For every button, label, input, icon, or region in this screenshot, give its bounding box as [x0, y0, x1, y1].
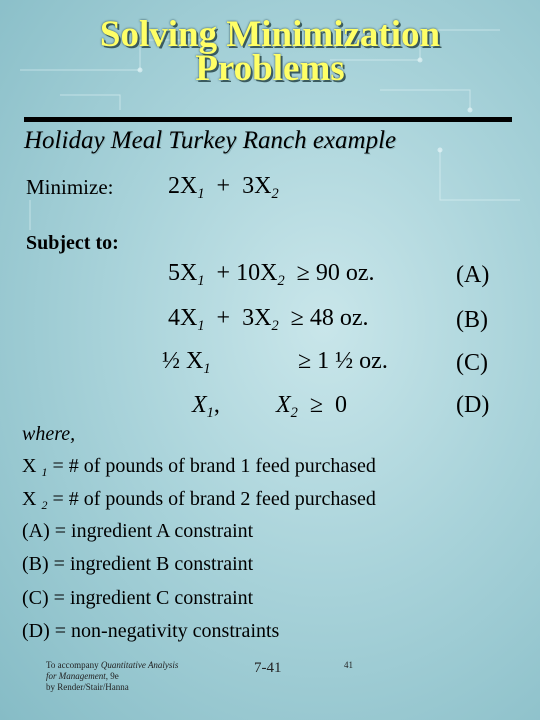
constraint-a-lhs: [168, 260, 374, 290]
where-b-definition: (B) = ingredient B constraint: [22, 553, 254, 575]
constraint-d-value: 0: [335, 392, 348, 418]
where-x1-variable: X: [22, 455, 37, 477]
constraint-d-lhs: [192, 392, 220, 422]
where-x2-sub: 2: [41, 498, 48, 513]
constraint-b-sub-1: 1: [197, 318, 205, 335]
constraint-c-term-1: ½ X: [162, 348, 204, 374]
footer-book-title: Quantitative Analysis: [100, 660, 179, 670]
title-line-1: Solving Minimization: [99, 14, 441, 55]
where-x1-sub: 1: [41, 465, 48, 480]
constraint-b-relation: ≥: [290, 305, 304, 331]
where-label: where,: [22, 423, 76, 445]
constraint-b-rhs: 48 oz.: [309, 305, 369, 331]
constraint-a-sub-2: 2: [277, 273, 285, 290]
title-divider: [24, 117, 512, 122]
subject-to-label: Subject to:: [26, 232, 119, 254]
where-x2-text: = # of pounds of brand 2 feed purchased: [47, 488, 376, 510]
where-d-definition: (D) = non-negativity constraints: [22, 620, 280, 642]
constraint-d-sub-1: 1: [206, 405, 214, 422]
footer-slide-label: 7-41: [254, 660, 282, 676]
footer-book-title-2: for Management: [46, 671, 106, 681]
footer-page-number: 41: [344, 660, 353, 670]
title-line-2: Problems: [195, 48, 345, 89]
constraint-a-tag: (A): [456, 262, 490, 288]
constraint-c-sub-1: 1: [203, 361, 211, 378]
objective-sub-1: 1: [197, 186, 205, 203]
footer-prefix: To accompany: [46, 660, 101, 670]
slide-title: [0, 14, 540, 89]
constraint-c-rhs: [298, 348, 388, 375]
constraint-b-tag: (B): [456, 307, 488, 333]
objective-function: [168, 173, 279, 203]
constraint-d-relation: ≥: [309, 392, 324, 418]
constraint-a-term-1: 5X: [168, 260, 198, 286]
footer-authors: by Render/Stair/Hanna: [46, 682, 129, 692]
constraint-d-term-1: X: [192, 392, 207, 418]
constraint-d-separator: ,: [213, 392, 220, 418]
footer-edition: , 9e: [105, 671, 119, 681]
constraint-a-term-2: 10X: [236, 260, 278, 286]
constraint-c-value: 1 ½ oz.: [317, 348, 388, 374]
where-x2-definition: [22, 488, 376, 513]
constraint-b-sub-2: 2: [271, 318, 279, 335]
constraint-a-operator: +: [216, 260, 231, 286]
constraint-b-operator: +: [216, 305, 231, 331]
where-c-definition: (C) = ingredient C constraint: [22, 587, 254, 609]
objective-sub-2: 2: [271, 186, 279, 203]
constraint-d-term-2: X: [276, 392, 291, 418]
constraint-c-tag: (C): [456, 350, 488, 376]
constraint-b-term-1: 4X: [168, 305, 198, 331]
constraint-c-lhs: [162, 348, 211, 378]
where-x1-definition: [22, 455, 376, 480]
constraint-a-sub-1: 1: [197, 273, 205, 290]
where-x1-text: = # of pounds of brand 1 feed purchased: [47, 455, 376, 477]
minimize-label: Minimize:: [26, 175, 114, 199]
constraint-a-relation: ≥: [296, 260, 310, 286]
objective-term-2: 3X: [242, 173, 272, 199]
where-a-definition: (A) = ingredient A constraint: [22, 520, 254, 542]
where-x2-variable: X: [22, 488, 37, 510]
constraint-b-lhs: [168, 305, 368, 335]
constraint-d-sub-2: 2: [290, 405, 298, 422]
slide-subtitle: Holiday Meal Turkey Ranch example: [24, 127, 397, 154]
constraint-c-relation: ≥: [298, 348, 312, 374]
objective-operator: +: [216, 173, 231, 199]
footer-citation: [46, 660, 178, 693]
constraint-d-rhs: [276, 392, 347, 422]
constraint-b-term-2: 3X: [242, 305, 272, 331]
constraint-d-tag: (D): [456, 392, 490, 418]
objective-term-1: 2X: [168, 173, 198, 199]
constraint-a-rhs: 90 oz.: [315, 260, 375, 286]
